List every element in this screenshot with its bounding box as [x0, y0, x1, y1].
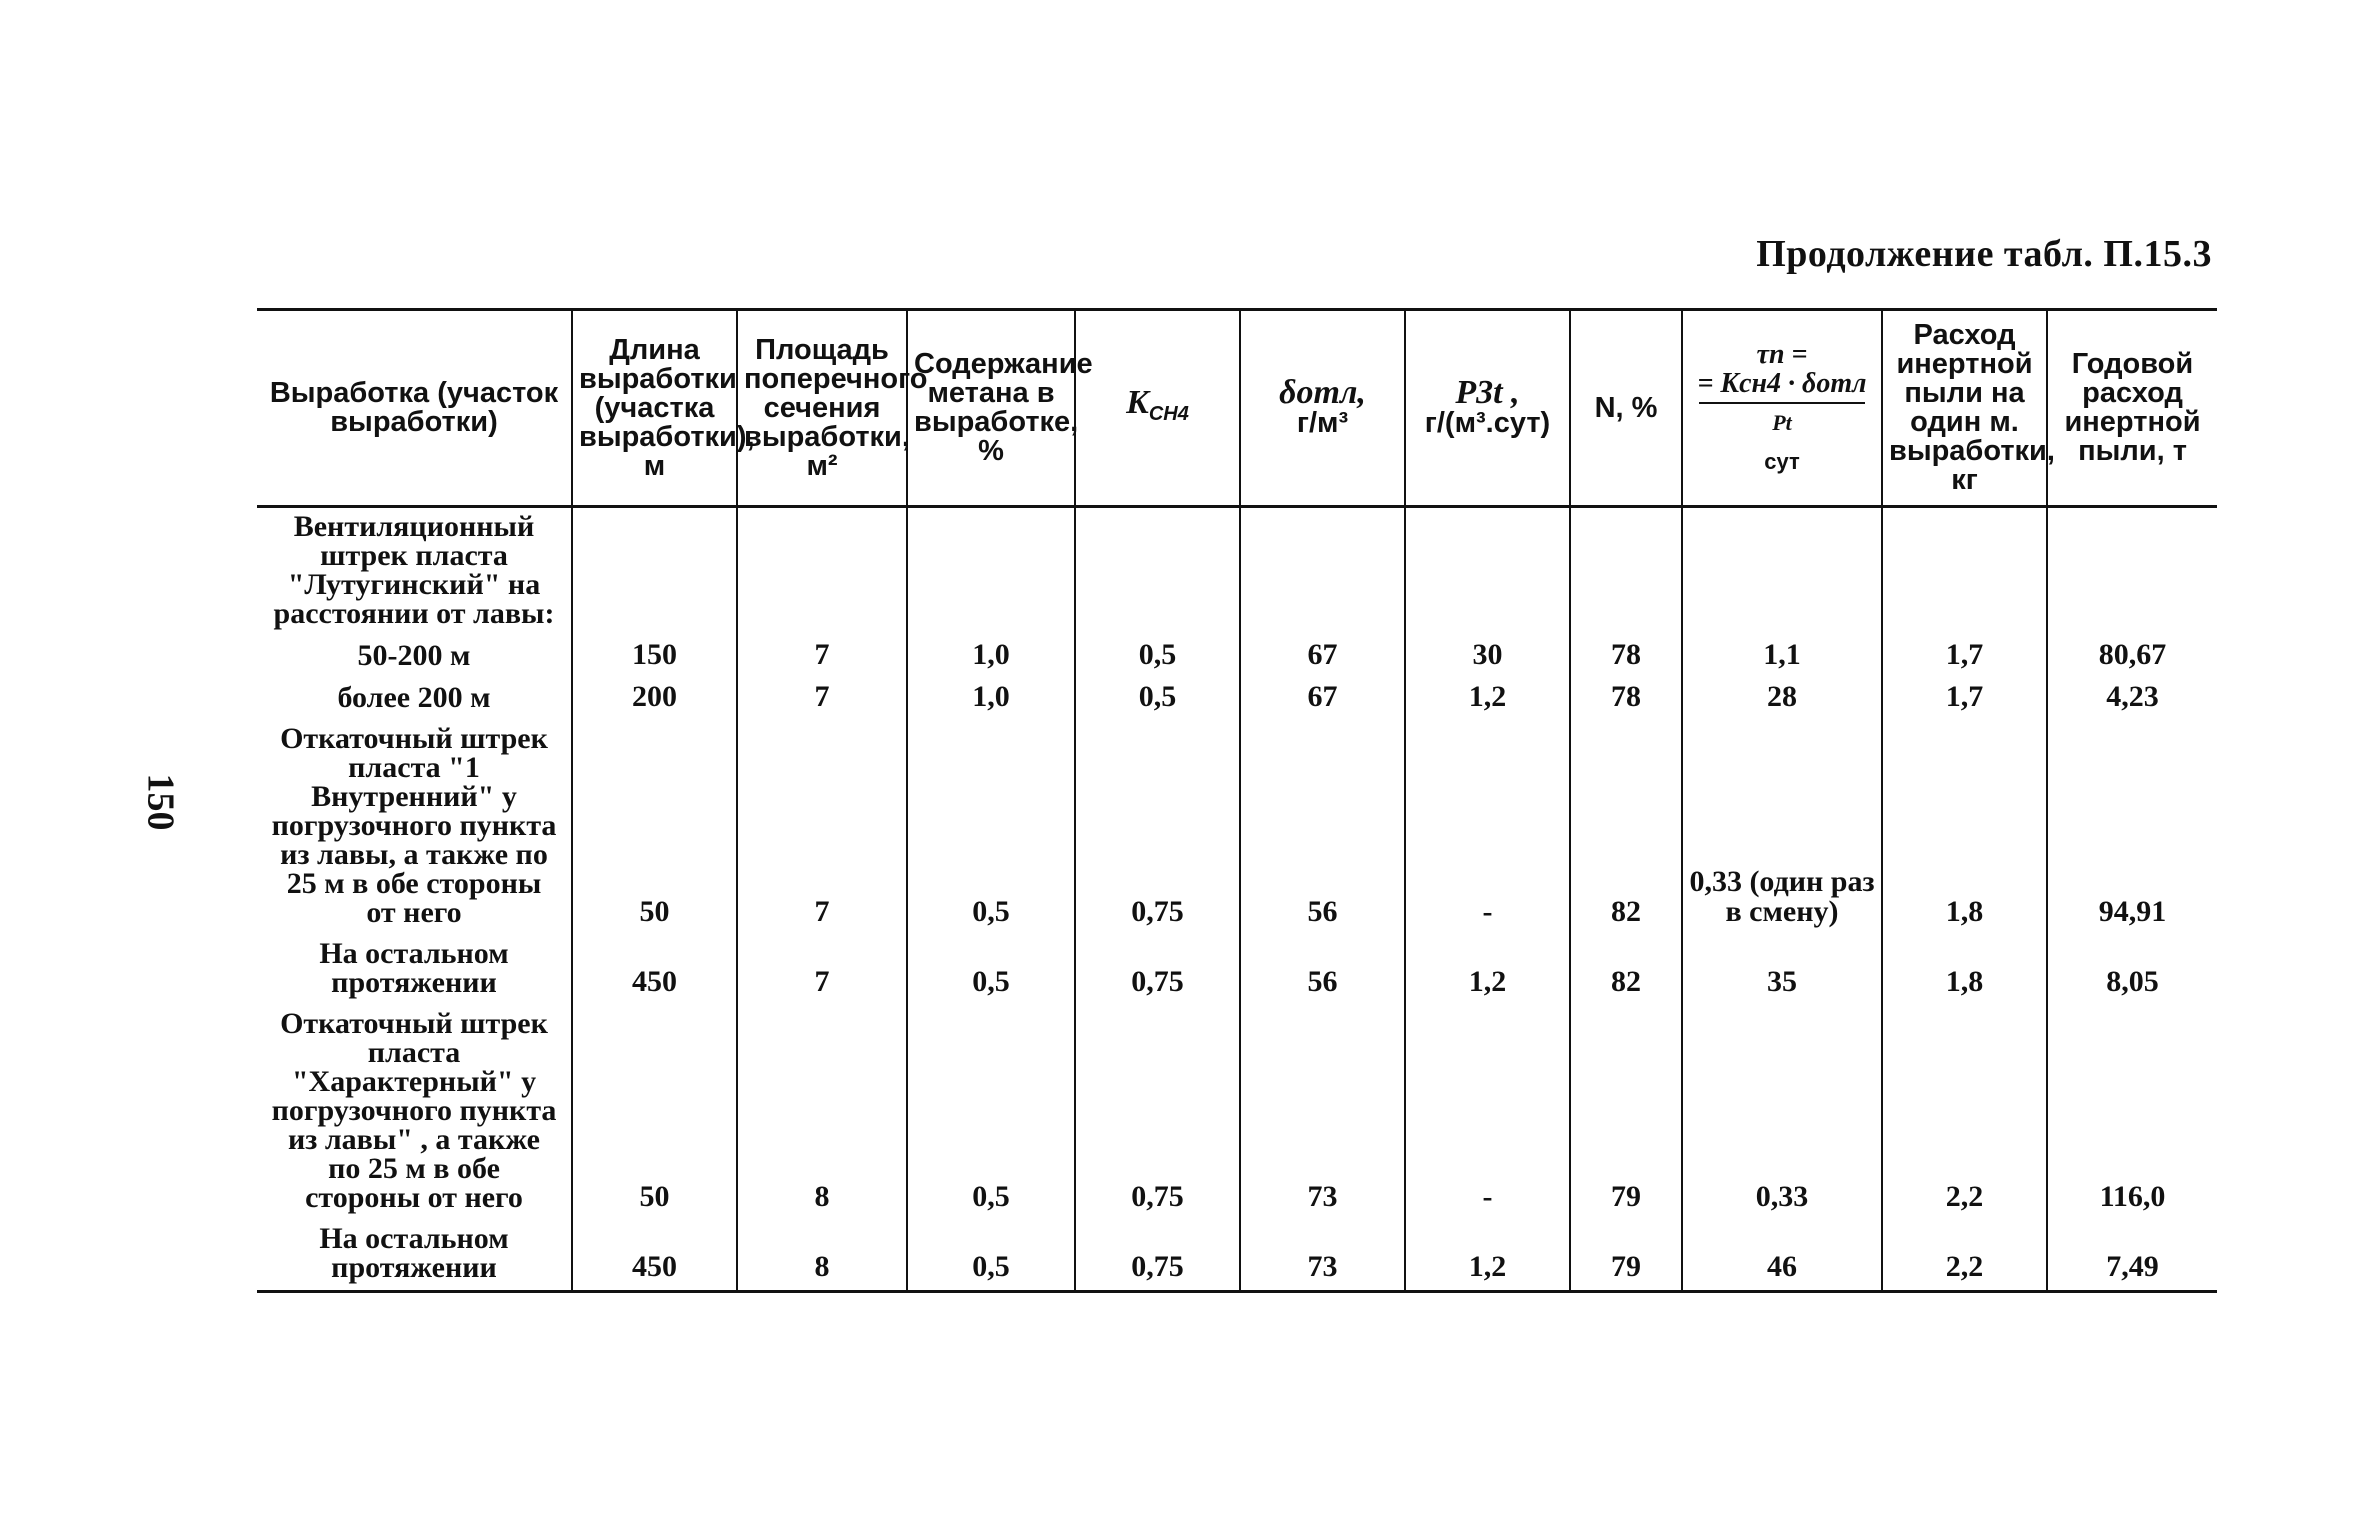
cell-dust: 2,2 — [1882, 1005, 2047, 1220]
cell-excavation: более 200 м — [337, 681, 491, 714]
cell-methane: 0,5 — [907, 720, 1075, 935]
tau-numerator: = Kсн4 · δотл — [1697, 368, 1867, 399]
p3t-symbol: P3t , — [1455, 374, 1520, 411]
cell-excavation: На остальном протяжении — [319, 937, 509, 999]
table-row — [257, 678, 2217, 720]
header-row — [257, 310, 2217, 507]
cell-dust: 2,2 — [1882, 1220, 2047, 1292]
cell-delta: 56 — [1240, 935, 1405, 1005]
cell-tau: 1,1 — [1682, 636, 1882, 678]
table-caption: Продолжение табл. П.15.3 — [1756, 233, 2212, 275]
header-tau — [1682, 310, 1882, 507]
cell-p: 1,2 — [1405, 935, 1570, 1005]
delta-unit: г/м³ — [1296, 407, 1349, 439]
cell-length: 200 — [572, 678, 737, 720]
cell-k: 0,5 — [1075, 636, 1240, 678]
cell-annual: 80,67 — [2047, 636, 2217, 678]
cell-methane: 0,5 — [907, 1220, 1075, 1292]
cell-area: 7 — [737, 720, 907, 935]
cell-delta: 73 — [1240, 1220, 1405, 1292]
cell-excavation: На остальном протяжении — [319, 1222, 509, 1284]
cell-p: - — [1405, 1005, 1570, 1220]
header-n-percent: N, % — [1570, 310, 1682, 507]
k-symbol: K — [1126, 383, 1149, 421]
cell-excavation: Вентиляционный штрек пласта "Лутугинский" на расстоянии от лавы: — [273, 510, 555, 630]
cell-n: 82 — [1570, 935, 1682, 1005]
header-area: Площадь поперечного сечения выработки, м² — [737, 310, 907, 507]
cell-p: 30 — [1405, 636, 1570, 678]
cell-excavation: Откаточный штрек пласта "Характерный" у погрузочного пункта из лавы" , а также по 25 м в обе стороны от него — [271, 1007, 557, 1214]
cell-annual: 8,05 — [2047, 935, 2217, 1005]
cell-n — [1570, 507, 1682, 637]
cell-dust — [1882, 507, 2047, 637]
table-row — [257, 636, 2217, 678]
cell-length: 450 — [572, 1220, 737, 1292]
cell-delta — [1240, 507, 1405, 637]
cell-dust: 1,7 — [1882, 636, 2047, 678]
header-annual-dust: Годовой расход инертной пыли, т — [2047, 310, 2217, 507]
table-row — [257, 935, 2217, 1005]
cell-length: 50 — [572, 1005, 737, 1220]
cell-area: 7 — [737, 935, 907, 1005]
cell-tau — [1682, 507, 1882, 637]
data-table — [257, 308, 2217, 1293]
cell-k: 0,5 — [1075, 678, 1240, 720]
cell-length: 50 — [572, 720, 737, 935]
cell-annual — [2047, 507, 2217, 637]
delta-symbol: δотл, — [1279, 374, 1366, 411]
header-dust-per-meter: Расход инертной пыли на один м. выработки, кг — [1882, 310, 2047, 507]
cell-p: 1,2 — [1405, 1220, 1570, 1292]
header-methane: Содержание метана в выработке, % — [907, 310, 1075, 507]
cell-length — [572, 507, 737, 637]
p3t-unit: г/(м³.сут) — [1424, 407, 1551, 439]
cell-dust: 1,8 — [1882, 935, 2047, 1005]
header-p3t — [1405, 310, 1570, 507]
header-delta — [1240, 310, 1405, 507]
cell-tau: 0,33 — [1682, 1005, 1882, 1220]
cell-k: 0,75 — [1075, 720, 1240, 935]
cell-area: 8 — [737, 1220, 907, 1292]
cell-n: 79 — [1570, 1005, 1682, 1220]
cell-k: 0,75 — [1075, 935, 1240, 1005]
table-row — [257, 507, 2217, 637]
cell-delta: 73 — [1240, 1005, 1405, 1220]
cell-p: 1,2 — [1405, 678, 1570, 720]
cell-methane: 1,0 — [907, 636, 1075, 678]
cell-tau: 35 — [1682, 935, 1882, 1005]
data-table-wrapper — [257, 308, 2217, 1293]
table-row — [257, 1220, 2217, 1292]
cell-methane — [907, 507, 1075, 637]
header-k-ch4 — [1075, 310, 1240, 507]
cell-length: 450 — [572, 935, 737, 1005]
tau-top: τп = — [1756, 339, 1808, 370]
cell-annual: 7,49 — [2047, 1220, 2217, 1292]
cell-tau: 28 — [1682, 678, 1882, 720]
cell-area: 7 — [737, 678, 907, 720]
cell-k: 0,75 — [1075, 1005, 1240, 1220]
cell-tau: 0,33 (один раз в смену) — [1682, 720, 1882, 935]
cell-excavation: Откаточный штрек пласта "1 Внутренний" у погрузочного пункта из лавы, а также по 25 м в обе стороны от него — [271, 722, 557, 929]
header-excavation: Выработка (участок выработки) — [269, 377, 559, 438]
cell-n: 82 — [1570, 720, 1682, 935]
cell-methane: 0,5 — [907, 1005, 1075, 1220]
k-subscript: CH4 — [1148, 402, 1189, 425]
tau-denominator: Pt — [1772, 410, 1792, 435]
cell-excavation: 50-200 м — [357, 639, 471, 672]
cell-n: 79 — [1570, 1220, 1682, 1292]
cell-area: 8 — [737, 1005, 907, 1220]
cell-delta: 56 — [1240, 720, 1405, 935]
cell-area: 7 — [737, 636, 907, 678]
cell-length: 150 — [572, 636, 737, 678]
cell-annual: 4,23 — [2047, 678, 2217, 720]
cell-methane: 1,0 — [907, 678, 1075, 720]
table-row — [257, 1005, 2217, 1220]
fraction-line — [1699, 402, 1865, 404]
cell-methane: 0,5 — [907, 935, 1075, 1005]
cell-annual: 94,91 — [2047, 720, 2217, 935]
cell-dust: 1,8 — [1882, 720, 2047, 935]
cell-k — [1075, 507, 1240, 637]
cell-dust: 1,7 — [1882, 678, 2047, 720]
cell-p — [1405, 507, 1570, 637]
cell-annual: 116,0 — [2047, 1005, 2217, 1220]
cell-p: - — [1405, 720, 1570, 935]
page-number: 150 — [139, 773, 182, 831]
cell-n: 78 — [1570, 678, 1682, 720]
header-length: Длина выработки (участка выработки), м — [572, 310, 737, 507]
cell-k: 0,75 — [1075, 1220, 1240, 1292]
cell-delta: 67 — [1240, 636, 1405, 678]
table-row — [257, 720, 2217, 935]
cell-area — [737, 507, 907, 637]
cell-tau: 46 — [1682, 1220, 1882, 1292]
cell-delta: 67 — [1240, 678, 1405, 720]
tau-unit: сут — [1764, 449, 1800, 474]
cell-n: 78 — [1570, 636, 1682, 678]
